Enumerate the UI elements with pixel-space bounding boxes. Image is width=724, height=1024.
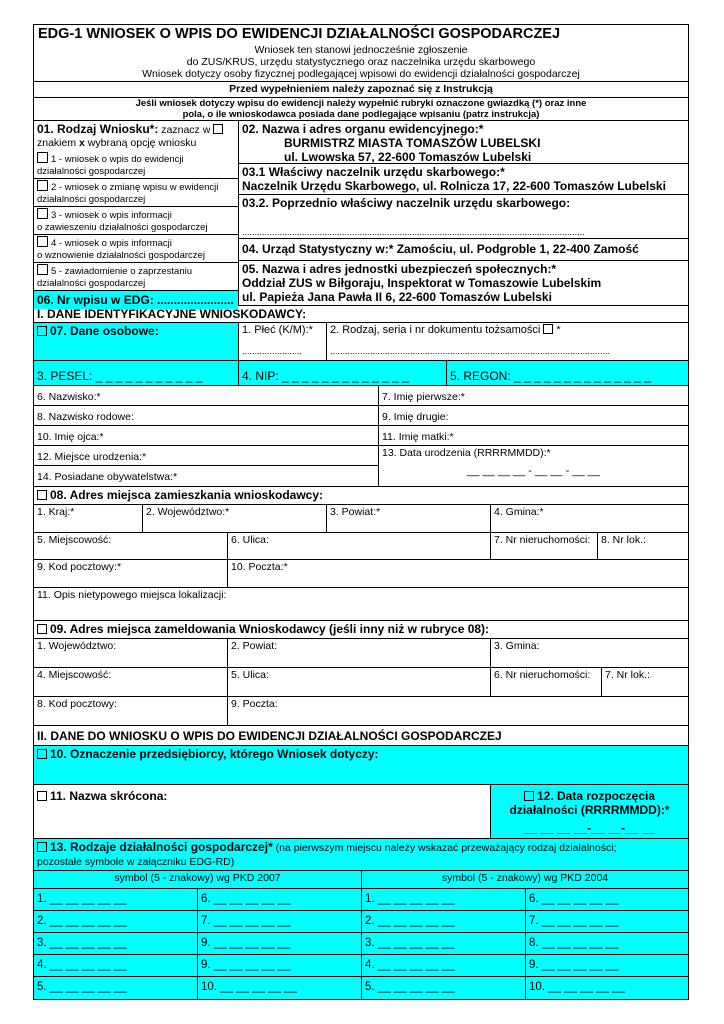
- s08-title-row: [34, 487, 688, 505]
- pkd2007-cell[interactable]: [198, 955, 362, 976]
- pkd2004-cell[interactable]: [362, 977, 526, 999]
- s08-commune[interactable]: 4. Gmina:*: [494, 506, 544, 518]
- sections-02-05: [239, 121, 688, 305]
- s07-sex-field[interactable]: [239, 323, 327, 360]
- pkd-index: 1.: [37, 893, 47, 905]
- s01-option-4-label: 4 - wniosek o wpis informacji: [51, 238, 172, 249]
- checkbox-icon[interactable]: [37, 490, 47, 500]
- s07-cell: [34, 323, 239, 360]
- f10-father-name[interactable]: 10. Imię ojca:*: [34, 426, 379, 445]
- pkd-row-1: [34, 889, 688, 911]
- f13-mask: __ __ __ __ - __ __ - __ __: [467, 465, 600, 477]
- s10-cell: [34, 746, 688, 784]
- f9-second-name[interactable]: 9. Imię drugie:: [382, 411, 449, 423]
- s01-option-3-label-2: o zawieszeniu działalności gospodarczej: [37, 221, 208, 233]
- s09-town[interactable]: 4. Miejscowość:: [34, 668, 228, 696]
- s08-location-desc[interactable]: 11. Opis nietypowego miejsca lokalizacji:: [37, 589, 227, 601]
- checkbox-icon[interactable]: [37, 180, 48, 191]
- ids-row: [34, 361, 688, 386]
- pkd-index: 6.: [201, 893, 211, 905]
- s08-apt-no[interactable]: 8. Nr lok.:: [601, 534, 646, 546]
- s08-post-office[interactable]: 10. Poczta:*: [231, 561, 288, 573]
- part2-title: II. DANE DO WNIOSKU O WPIS DO EWIDENCJI DZIAŁALNOŚCI GOSPODARCZEJ: [37, 729, 502, 743]
- s07-doc-field[interactable]: [327, 323, 688, 360]
- checkbox-icon[interactable]: [37, 152, 48, 163]
- section-02: [239, 121, 688, 164]
- pkd-index: 1.: [365, 893, 375, 905]
- s031-title: 03.1 Właściwy naczelnik urzędu skarbowego:*: [242, 165, 505, 179]
- f8-family-name[interactable]: 8. Nazwisko rodowe:: [34, 406, 379, 425]
- s08-voivodeship[interactable]: 2. Województwo:*: [143, 505, 327, 532]
- pkd-index: 7.: [529, 915, 539, 927]
- pkd-blank: __ __ __ __ __: [213, 959, 291, 971]
- s05-line-1: Oddział ZUS w Biłgoraju, Inspektorat w Tomaszowie Lubelskim: [242, 276, 602, 290]
- pkd2004-cell[interactable]: [526, 977, 688, 999]
- person-col-left: [34, 446, 379, 486]
- s01-option-1[interactable]: [34, 151, 238, 179]
- checkbox-icon[interactable]: [524, 791, 534, 801]
- s07-sex-dots: ........................: [242, 346, 303, 356]
- pkd-blank: __ __ __ __ __: [377, 893, 455, 905]
- s07-doc-star: *: [556, 324, 561, 336]
- pkd2004-cell[interactable]: [362, 889, 526, 910]
- s08-country[interactable]: 1. Kraj:*: [34, 505, 143, 532]
- instruction-row: [34, 82, 688, 98]
- pkd2004-cell[interactable]: [526, 889, 688, 910]
- pkd-blank: __ __ __ __ __: [541, 893, 619, 905]
- pkd-index: 5.: [37, 981, 47, 993]
- s09-building-no[interactable]: 6. Nr nieruchomości:: [491, 668, 602, 696]
- s01-option-2[interactable]: [34, 179, 238, 207]
- f14-citizenship[interactable]: 14. Posiadane obywatelstwa:*: [37, 471, 178, 483]
- s08-building-no[interactable]: 7. Nr nieruchomości:: [491, 533, 598, 559]
- part1-title: I. DANE IDENTYFIKACYJNE WNIOSKODAWCY:: [37, 307, 307, 321]
- pkd-index: 5.: [365, 981, 375, 993]
- s07-doc-label: 2. Rodzaj, seria i nr dokumentu tożsamości: [330, 324, 541, 336]
- person-row-2: [34, 406, 688, 426]
- s08-county[interactable]: 3. Powiat:*: [327, 505, 491, 532]
- s05-title: 05. Nazwa i adres jednostki ubezpieczeń społecznych:*: [242, 262, 557, 276]
- checkbox-icon[interactable]: [37, 624, 47, 634]
- pkd-blank: __ __ __ __ __: [541, 937, 619, 949]
- pkd2007-cell[interactable]: [34, 889, 198, 910]
- pkd-blank: __ __ __ __ __: [377, 915, 455, 927]
- pkd-index: 4.: [37, 959, 47, 971]
- s01-hint-c: wybraną opcję wniosku: [87, 136, 197, 149]
- s09-post-office[interactable]: 9. Poczta:: [231, 698, 278, 710]
- f7-first-name[interactable]: 7. Imię pierwsze:*: [382, 391, 465, 403]
- s02-title: 02. Nazwa i adres organu ewidencyjnego:*: [242, 122, 484, 136]
- nip-field[interactable]: 4. NIP: _ _ _ _ _ _ _ _ _ _ _ _ _: [239, 361, 447, 385]
- s13-pkd2007-header: symbol (5 - znakowy) wg PKD 2007: [34, 871, 362, 888]
- s13-hint-2: pozostałe symbole w załączniku EDG-RD): [37, 856, 235, 868]
- pkd2007-cell[interactable]: [34, 933, 198, 954]
- pkd-index: 10.: [529, 981, 545, 993]
- s08-row-3: [34, 560, 688, 588]
- s11-s12-row: [34, 785, 688, 839]
- s11-short-name[interactable]: [34, 785, 491, 838]
- checkbox-icon[interactable]: [37, 749, 47, 759]
- s08-title-cell: [34, 487, 688, 504]
- s10-title: 10. Oznaczenie przedsiębiorcy, którego Wniosek dotyczy:: [50, 747, 379, 761]
- s02-line-2: ul. Lwowska 57, 22-600 Tomaszów Lubelski: [284, 150, 532, 164]
- s09-row-1: [34, 639, 688, 668]
- person-row-3: [34, 426, 688, 446]
- s01-option-4-label-2: o wznowienie działalności gospodarczej: [37, 249, 205, 261]
- s01-option-2-label: 2 - wniosek o zmianę wpisu w ewidencji: [51, 182, 219, 193]
- note-line-1: Jeśli wniosek dotyczy wpisu do ewidencji należy wypełnić rubryki oznaczone gwiazdką (*) oraz inne: [135, 98, 587, 109]
- s01-title: 01. Rodzaj Wniosku*:: [37, 122, 159, 136]
- s09-apt-no[interactable]: 7. Nr lok.:: [605, 669, 650, 681]
- f6-surname[interactable]: 6. Nazwisko:*: [34, 386, 379, 405]
- s08-street[interactable]: 6. Ulica:: [228, 533, 491, 559]
- s01-option-2-label-2: działalności gospodarczej: [37, 193, 146, 205]
- s08-row-1: [34, 505, 688, 533]
- s01-option-5-label: 5 - zawiadomienie o zaprzestaniu: [51, 266, 192, 277]
- pkd-index: 2.: [365, 915, 375, 927]
- s09-postal-code[interactable]: 8. Kod pocztowy:: [34, 697, 228, 725]
- s01-option-3-label: 3 - wniosek o wpis informacji: [51, 210, 172, 221]
- pkd-row-5: [34, 977, 688, 999]
- note-row: [34, 98, 688, 121]
- section-04: 04. Urząd Statystyczny w:* Zamościu, ul. Podgroble 1, 22-400 Zamość: [239, 239, 688, 261]
- s09-county[interactable]: 2. Powiat:: [228, 639, 491, 667]
- form-header: [34, 25, 688, 82]
- checkbox-hint-icon: [213, 124, 223, 134]
- pkd2004-cell[interactable]: [526, 911, 688, 932]
- pkd-blank: __ __ __ __ __: [541, 959, 619, 971]
- s12-line-1-text: 12. Data rozpoczęcia: [536, 789, 656, 803]
- f12-birthplace[interactable]: 12. Miejsce urodzenia:*: [34, 446, 378, 466]
- section-031: [239, 164, 688, 195]
- s11-title: 11. Nazwa skrócona:: [50, 789, 168, 803]
- pkd-row-3: [34, 933, 688, 955]
- pkd-index: 2.: [37, 915, 47, 927]
- s08-title: 08. Adres miejsca zamieszkania wnioskodawcy:: [50, 488, 324, 502]
- pkd-index: 8.: [529, 937, 539, 949]
- pkd-index: 9.: [201, 937, 211, 949]
- s01-option-5[interactable]: [34, 263, 238, 291]
- s07-row: [34, 323, 688, 361]
- section-01: [34, 121, 239, 305]
- part2-row: [34, 726, 688, 746]
- s031-value: Naczelnik Urzędu Skarbowego, ul. Rolnicza 17, 22-600 Tomaszów Lubelski: [242, 179, 666, 193]
- edg1-form: [33, 24, 689, 1000]
- checkbox-icon[interactable]: [37, 842, 47, 852]
- subtitle-line-2: do ZUS/KRUS, urzędu statystycznego oraz naczelnika urzędu skarbowego: [186, 56, 536, 68]
- s09-row-3: [34, 697, 688, 726]
- person-row-4: [34, 446, 688, 487]
- instruction-text: Przed wypełnieniem należy zapoznać się z Instrukcją: [229, 83, 493, 95]
- pkd-index: 9.: [201, 959, 211, 971]
- regon-field[interactable]: 5. REGON: _ _ _ _ _ _ _ _ _ _ _ _ _ _: [450, 369, 651, 383]
- part1-row: [34, 306, 688, 323]
- subtitle-line-1: Wniosek ten stanowi jednocześnie zgłoszenie: [254, 44, 468, 56]
- s13-hint: (na pierwszym miejscu należy wskazać przeważający rodzaj działalności;: [275, 842, 617, 854]
- s01-header: [34, 121, 238, 151]
- checkbox-icon[interactable]: [37, 236, 48, 247]
- s13-columns-row: [34, 871, 688, 889]
- s01-option-1-label: 1 - wniosek o wpis do ewidencji: [51, 154, 184, 165]
- pkd2007-cell[interactable]: [34, 911, 198, 932]
- s12-mask: __ __ __ __-__ __-__ __: [523, 821, 656, 835]
- pkd-index: 3.: [37, 937, 47, 949]
- pkd2004-cell[interactable]: [362, 933, 526, 954]
- pkd2007-cell[interactable]: [198, 977, 362, 999]
- subtitle-line-3: Wniosek dotyczy osoby fizycznej podlegającej wpisowi do ewidencji działalności gospodarczej: [142, 68, 580, 80]
- s01-hint-a: zaznacz w: [161, 124, 211, 136]
- person-row-1: [34, 386, 688, 406]
- f13-birthdate[interactable]: [379, 446, 688, 486]
- pkd2007-cell[interactable]: [34, 955, 198, 976]
- pkd-index: 7.: [201, 915, 211, 927]
- pkd-blank: __ __ __ __ __: [213, 937, 291, 949]
- s13-title-line: [34, 839, 688, 856]
- s02-line-1: BURMISTRZ MIASTA TOMASZÓW LUBELSKI: [284, 136, 541, 150]
- pkd2007-cell[interactable]: [198, 933, 362, 954]
- s09-title: 09. Adres miejsca zameldowania Wnioskodawcy (jeśli inny niż w rubryce 08):: [50, 622, 490, 636]
- f11-mother-name[interactable]: 11. Imię matki:*: [382, 431, 454, 443]
- s08-row-4: [34, 588, 688, 621]
- s09-commune[interactable]: 3. Gmina:: [494, 640, 540, 652]
- pkd-index: 6.: [529, 893, 539, 905]
- pkd-blank: __ __ __ __ __: [49, 937, 127, 949]
- pkd2004-cell[interactable]: [362, 911, 526, 932]
- s01-option-5-label-2: działalności gospodarczej: [37, 277, 146, 289]
- pkd2004-cell[interactable]: [362, 955, 526, 976]
- pkd-row-4: [34, 955, 688, 977]
- pkd-blank: __ __ __ __ __: [213, 893, 291, 905]
- s07-doc-dots: ................................................................................................................: [330, 346, 611, 356]
- s08-town[interactable]: 5. Miejscowość:: [34, 533, 228, 559]
- pkd2007-cell[interactable]: [34, 977, 198, 999]
- section-032[interactable]: [239, 195, 688, 239]
- s12-start-date[interactable]: [491, 785, 688, 838]
- pkd-index: 4.: [365, 959, 375, 971]
- pkd-index: 3.: [365, 937, 375, 949]
- pkd2004-cell[interactable]: [526, 933, 688, 954]
- s13-title: 13. Rodzaje działalności gospodarczej*: [50, 840, 273, 854]
- s01-hint-x: x: [79, 136, 85, 149]
- pkd-blank: __ __ __ __ __: [49, 981, 127, 993]
- s08-row-2: [34, 533, 688, 560]
- checkbox-icon[interactable]: [37, 264, 48, 275]
- checkbox-icon[interactable]: [37, 326, 47, 336]
- note-line-2: pola, o ile wnioskodawca posiada dane podlegające wpisaniu (patrz instrukcja): [182, 109, 540, 120]
- s09-row-2: [34, 668, 688, 697]
- pkd2007-cell[interactable]: [198, 889, 362, 910]
- pkd-blank: __ __ __ __ __: [377, 959, 455, 971]
- s032-title: 03.2. Poprzednio właściwy naczelnik urzędu skarbowego:: [242, 196, 571, 210]
- s01-hint-b: znakiem: [37, 136, 77, 149]
- s10-row[interactable]: [34, 746, 688, 785]
- s09-title-cell: [34, 621, 688, 638]
- s13-pkd2004-header: symbol (5 - znakowy) wg PKD 2004: [441, 872, 609, 884]
- s06-entry-number[interactable]: 06. Nr wpisu w EDG: .......................: [34, 291, 238, 309]
- s12-line-1: [494, 789, 685, 803]
- checkbox-icon[interactable]: [543, 324, 553, 334]
- pkd-blank: __ __ __ __ __: [49, 893, 127, 905]
- pkd-blank: __ __ __ __ __: [220, 981, 297, 993]
- form-title: EDG-1 WNIOSEK O WPIS DO EWIDENCJI DZIAŁALNOŚCI GOSPODARCZEJ: [38, 26, 561, 42]
- f13-label: 13. Data urodzenia (RRRRMMDD):*: [382, 447, 551, 459]
- s07-sex-label: 1. Płeć (K/M):*: [242, 324, 313, 336]
- checkbox-icon[interactable]: [37, 791, 47, 801]
- s09-voivodeship[interactable]: 1. Województwo:: [34, 639, 228, 667]
- s08-postal-code[interactable]: 9. Kod pocztowy:*: [34, 560, 228, 587]
- pkd-blank: __ __ __ __ __: [49, 915, 127, 927]
- pesel-field[interactable]: 3. PESEL: _ _ _ _ _ _ _ _ _ _ _: [34, 361, 239, 385]
- checkbox-icon[interactable]: [37, 208, 48, 219]
- section-01-05: [34, 121, 688, 306]
- section-05: [239, 261, 688, 305]
- s12-line-2: działalności (RRRRMMDD):*: [509, 803, 670, 817]
- pkd-row-2: [34, 911, 688, 933]
- pkd-blank: __ __ __ __ __: [213, 915, 291, 927]
- pkd-blank: __ __ __ __ __: [377, 937, 455, 949]
- s01-option-1-label-2: działalności gospodarczej: [37, 165, 146, 177]
- s01-option-3[interactable]: [34, 207, 238, 235]
- pkd2004-cell[interactable]: [526, 955, 688, 976]
- s01-option-4[interactable]: [34, 235, 238, 263]
- pkd-blank: __ __ __ __ __: [541, 915, 619, 927]
- s13-header: [34, 839, 688, 871]
- s032-dots: .........................................................................................................................................: [242, 227, 585, 237]
- s09-street[interactable]: 5. Ulica:: [228, 668, 491, 696]
- s09-title-row: [34, 621, 688, 639]
- s05-line-2: ul. Papieża Jana Pawła II 6, 22-600 Tomaszów Lubelski: [242, 290, 552, 304]
- s07-title: 07. Dane osobowe:: [50, 324, 159, 338]
- pkd-index: 9.: [529, 959, 539, 971]
- pkd-blank: __ __ __ __ __: [49, 959, 127, 971]
- pkd-index: 10.: [201, 981, 217, 993]
- pkd-blank: __ __ __ __ __: [377, 981, 455, 993]
- pkd-blank: __ __ __ __ __: [548, 981, 625, 993]
- pkd2007-cell[interactable]: [198, 911, 362, 932]
